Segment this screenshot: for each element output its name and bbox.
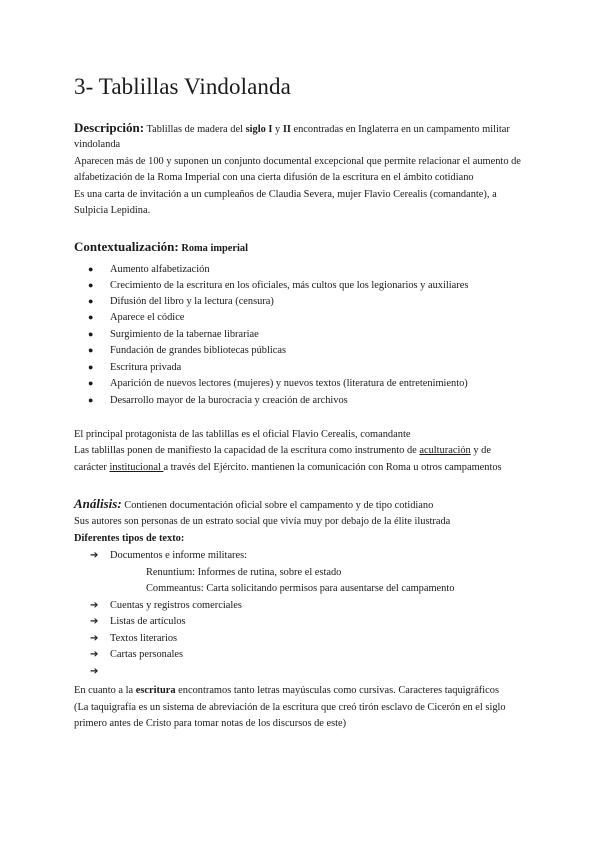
bullet-icon: ●	[88, 312, 94, 322]
list-item-text: Escritura privada	[110, 362, 182, 373]
list-item-text: Aparición de nuevos lectores (mujeres) y nuevos textos (literatura de entretenimiento)	[110, 378, 468, 389]
list-item	[88, 343, 286, 358]
arrow-icon: ➔	[90, 633, 99, 644]
page-title: 3- Tablillas Vindolanda	[74, 74, 291, 99]
bullet-icon: ●	[88, 378, 94, 388]
bullet-icon: ●	[88, 362, 94, 372]
contexto-text: Las tablillas ponen de manifiesto la capacidad de la escritura como instrumento de	[74, 445, 420, 456]
analisis-line-1	[74, 497, 433, 513]
commeantus-line: Commeantus: Carta solicitando permisos para ausentarse del campamento	[146, 583, 455, 594]
list-item	[88, 278, 468, 293]
list-item-text: Desarrollo mayor de la burocracia y creación de archivos	[110, 395, 348, 406]
bullet-icon: ●	[88, 345, 94, 355]
list-item	[90, 615, 186, 629]
analisis-line-2: Sus autores son personas de un estrato social que vivía muy por debajo de la élite ilustrada	[74, 516, 451, 527]
contexto-heading-line	[74, 240, 248, 256]
list-item	[90, 665, 110, 679]
analisis-heading: Análisis:	[74, 496, 122, 511]
list-item-text: Documentos e informe militares:	[110, 550, 248, 561]
contexto-subheading: Roma imperial	[181, 243, 248, 254]
descripcion-text: y	[272, 124, 283, 135]
list-item	[90, 632, 177, 646]
list-item-text: Listas de artículos	[110, 616, 186, 627]
arrow-icon: ➔	[90, 616, 99, 627]
list-item	[88, 262, 210, 277]
contexto-paragraph-1: El principal protagonista de las tablillas es el oficial Flavio Cerealis, comandante	[74, 429, 411, 440]
analisis-text: Contienen documentación oficial sobre el campamento y de tipo cotidiano	[121, 500, 434, 511]
list-item-text: Fundación de grandes bibliotecas públicas	[110, 345, 287, 356]
list-item	[90, 648, 183, 662]
escritura-line	[74, 684, 499, 698]
list-item-text: Cuentas y registros comerciales	[110, 600, 242, 611]
bullet-icon: ●	[88, 329, 94, 339]
renuntium-line: Renuntium: Informes de rutina, sobre el estado	[146, 567, 342, 578]
descripcion-line-3: Aparecen más de 100 y suponen un conjunto documental excepcional que permite relacionar el aumento de	[74, 156, 521, 167]
list-item	[88, 360, 181, 375]
list-item-text: Textos literarios	[110, 633, 178, 644]
siglo-label: siglo I	[245, 124, 273, 135]
contexto-paragraph-3	[74, 461, 502, 475]
contexto-text: y de	[470, 445, 491, 456]
bullet-icon: ●	[88, 296, 94, 306]
siglo-label: II	[282, 124, 291, 135]
list-item	[88, 294, 274, 309]
arrow-icon: ➔	[90, 649, 99, 660]
bullet-icon: ●	[88, 264, 94, 274]
descripcion-line-2: vindolanda	[74, 139, 121, 150]
list-item	[90, 549, 247, 563]
escritura-term: escritura	[135, 685, 176, 696]
descripcion-line-5: Es una carta de invitación a un cumpleaños de Claudia Severa, mujer Flavio Cerealis (comandante), a	[74, 189, 497, 200]
tipos-heading: Diferentes tipos de texto:	[74, 533, 185, 544]
arrow-icon: ➔	[90, 666, 99, 677]
list-item-text: Aumento alfabetización	[110, 264, 210, 275]
descripcion-heading: Descripción:	[74, 120, 145, 135]
descripcion-line-4: alfabetización de la Roma Imperial con una cierta difusión de la escritura en el ámbito cotidiano	[74, 172, 474, 183]
descripcion-line-6: Sulpicia Lepidina.	[74, 205, 151, 216]
list-item-text: Surgimiento de la tabernae librariae	[110, 329, 259, 340]
escritura-text: encontramos tanto letras mayúsculas como cursivas. Caracteres taquigráficos	[175, 685, 500, 696]
list-item-text: Crecimiento de la escritura en los oficiales, más cultos que los legionarios y auxiliares	[110, 280, 469, 291]
descripcion-text: Tablillas de madera del	[144, 124, 246, 135]
aculturacion-term: aculturación	[419, 445, 471, 456]
arrow-icon: ➔	[90, 550, 99, 561]
list-item	[88, 327, 259, 342]
institucional-term: institucional	[109, 462, 164, 473]
list-item	[88, 393, 348, 408]
list-item-text: Difusión del libro y la lectura (censura)	[110, 296, 274, 307]
taquigrafia-line-1: (La taquigrafía es un sistema de abreviación de la escritura que creó tirón esclavo de Cicerón en el siglo	[74, 702, 506, 713]
list-item-text: Cartas personales	[110, 649, 183, 660]
contexto-heading: Contextualización:	[74, 239, 179, 254]
contexto-paragraph-2	[74, 444, 491, 458]
list-item	[88, 310, 184, 325]
arrow-icon: ➔	[90, 600, 99, 611]
descripcion-text: encontradas en Inglaterra en un campamento militar	[290, 124, 510, 135]
taquigrafia-line-2: primero antes de Cristo para tomar notas de los discursos de este)	[74, 718, 347, 729]
contexto-text: a través del Ejército. mantienen la comunicación con Roma u otros campamentos	[163, 462, 502, 473]
list-item	[90, 599, 242, 613]
descripcion-line-1	[74, 121, 510, 137]
contexto-text: carácter	[74, 462, 110, 473]
list-item-text: Aparece el códice	[110, 312, 185, 323]
bullet-icon: ●	[88, 395, 94, 405]
escritura-text: En cuanto a la	[74, 685, 136, 696]
list-item	[88, 376, 468, 391]
bullet-icon: ●	[88, 280, 94, 290]
